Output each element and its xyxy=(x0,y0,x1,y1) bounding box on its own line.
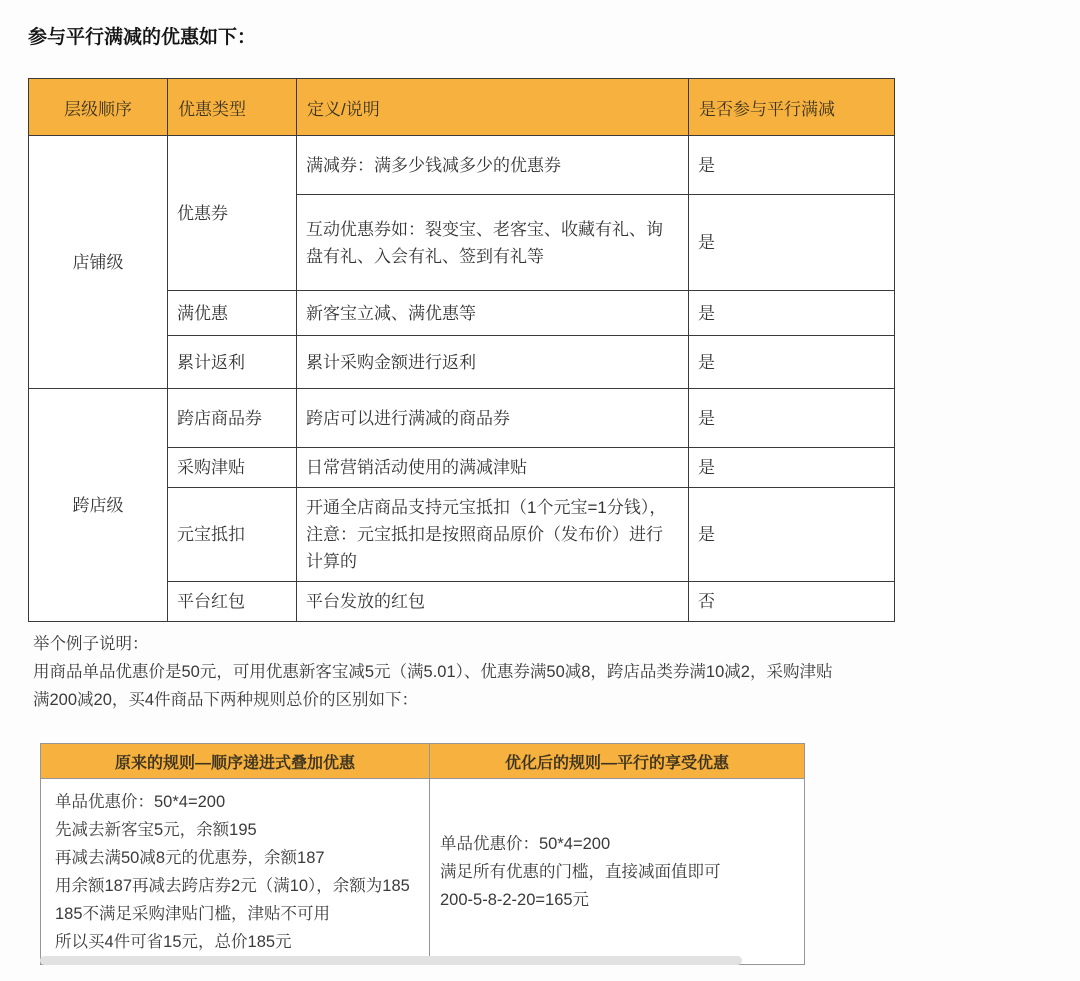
header-participate: 是否参与平行满减 xyxy=(689,79,895,136)
desc-cell: 满减券：满多少钱减多少的优惠券 xyxy=(297,136,689,195)
rule-line: 用余额187再减去跨店券2元（满10），余额为185 xyxy=(55,877,410,895)
participate-cell: 是 xyxy=(689,389,895,448)
rule-line: 单品优惠价：50*4=200 xyxy=(440,835,611,853)
table-header-row xyxy=(29,79,895,136)
rule-line: 先减去新客宝5元，余额195 xyxy=(55,821,257,839)
example-body: 用商品单品优惠价是50元，可用优惠新客宝减5元（满5.01）、优惠券满50减8，跨店品类券满10减2，采购津贴满200减20，买4件商品下两种规则总价的区别如下： xyxy=(33,663,833,709)
header-level-order: 层级顺序 xyxy=(29,79,168,136)
rule-line: 单品优惠价：50*4=200 xyxy=(55,793,226,811)
rule-comparison-table xyxy=(40,743,805,965)
type-cell: 元宝抵扣 xyxy=(168,488,297,582)
desc-cell: 跨店可以进行满减的商品券 xyxy=(297,389,689,448)
header-new-rule: 优化后的规则—平行的享受优惠 xyxy=(430,744,805,779)
desc-cell: 新客宝立减、满优惠等 xyxy=(297,291,689,336)
type-cell: 采购津贴 xyxy=(168,448,297,488)
level-cell: 跨店级 xyxy=(29,389,168,622)
desc-cell: 开通全店商品支持元宝抵扣（1个元宝=1分钱），注意：元宝抵扣是按照商品原价（发布价）进行计算的 xyxy=(297,488,689,582)
participate-cell: 是 xyxy=(689,291,895,336)
header-definition: 定义/说明 xyxy=(297,79,689,136)
header-old-rule: 原来的规则—顺序递进式叠加优惠 xyxy=(41,744,430,779)
header-discount-type: 优惠类型 xyxy=(168,79,297,136)
participate-cell: 是 xyxy=(689,136,895,195)
old-rule-cell xyxy=(41,779,430,965)
type-cell: 累计返利 xyxy=(168,336,297,389)
comparison-body-row xyxy=(41,779,805,965)
participate-cell: 是 xyxy=(689,488,895,582)
desc-cell: 日常营销活动使用的满减津贴 xyxy=(297,448,689,488)
page-title: 参与平行满减的优惠如下： xyxy=(28,27,257,48)
type-cell: 优惠券 xyxy=(168,136,297,291)
new-rule-cell xyxy=(430,779,805,965)
comparison-header-row xyxy=(41,744,805,779)
rule-line: 185不满足采购津贴门槛，津贴不可用 xyxy=(55,905,331,923)
rule-line: 200-5-8-2-20=165元 xyxy=(440,891,590,909)
type-cell: 平台红包 xyxy=(168,582,297,622)
rule-line: 满足所有优惠的门槛，直接减面值即可 xyxy=(440,863,721,881)
participate-cell: 是 xyxy=(689,336,895,389)
participate-cell: 是 xyxy=(689,448,895,488)
desc-cell: 互动优惠券如：裂变宝、老客宝、收藏有礼、询盘有礼、入会有礼、签到有礼等 xyxy=(297,195,689,291)
example-section xyxy=(33,630,845,714)
desc-cell: 累计采购金额进行返利 xyxy=(297,336,689,389)
participate-cell: 否 xyxy=(689,582,895,622)
example-heading: 举个例子说明： xyxy=(33,635,149,653)
participate-cell: 是 xyxy=(689,195,895,291)
horizontal-scrollbar-thumb[interactable] xyxy=(40,956,742,965)
table-row xyxy=(29,136,895,195)
type-cell: 满优惠 xyxy=(168,291,297,336)
rule-line: 所以买4件可省15元，总价185元 xyxy=(55,933,292,951)
rule-line: 再减去满50减8元的优惠券，余额187 xyxy=(55,849,325,867)
level-cell: 店铺级 xyxy=(29,136,168,389)
parallel-discount-table xyxy=(28,78,895,622)
desc-cell: 平台发放的红包 xyxy=(297,582,689,622)
table-row xyxy=(29,389,895,448)
type-cell: 跨店商品券 xyxy=(168,389,297,448)
